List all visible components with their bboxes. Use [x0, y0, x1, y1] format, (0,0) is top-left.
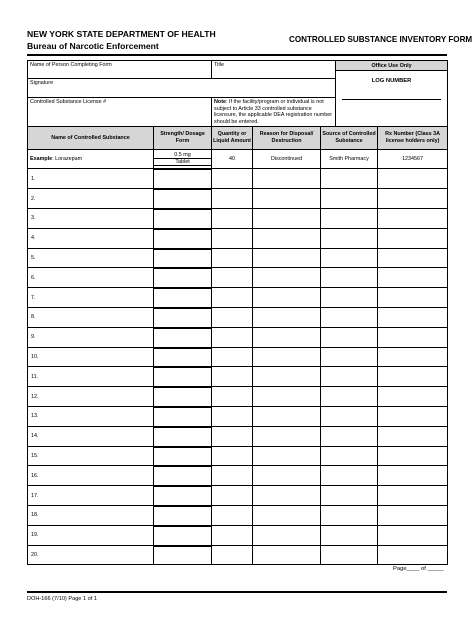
entry-name-cell[interactable] [28, 208, 154, 228]
entry-rx-cell[interactable] [378, 248, 448, 268]
entry-rx-cell[interactable] [378, 347, 448, 367]
entry-strength-cell[interactable] [154, 248, 212, 268]
entry-row [28, 367, 448, 387]
entry-row [28, 327, 448, 347]
note-bold: Note [214, 99, 227, 105]
entry-rx-cell[interactable] [378, 505, 448, 525]
entry-name-cell[interactable] [28, 189, 154, 209]
entry-name-cell[interactable] [28, 228, 154, 248]
entry-reason-cell[interactable] [253, 169, 321, 189]
entry-rx-cell[interactable] [378, 426, 448, 446]
entry-strength-cell[interactable] [154, 525, 212, 545]
entry-row [28, 446, 448, 466]
entry-quantity-cell[interactable] [212, 486, 253, 506]
entry-name-cell[interactable] [28, 525, 154, 545]
entry-name-cell[interactable] [28, 426, 154, 446]
entry-row [28, 406, 448, 426]
entry-quantity-cell[interactable] [212, 387, 253, 407]
entry-rx-cell[interactable] [378, 268, 448, 288]
entry-row [28, 387, 448, 407]
entry-row-number: 19. [31, 532, 39, 539]
entry-source-cell[interactable] [321, 248, 378, 268]
signature-field[interactable] [28, 79, 336, 98]
entry-row [28, 189, 448, 209]
entry-strength-cell[interactable] [154, 446, 212, 466]
log-number-label: LOG NUMBER [371, 78, 412, 84]
example-strength-value: 0.5 mg [154, 152, 211, 159]
entry-strength-cell[interactable] [154, 228, 212, 248]
entry-row [28, 169, 448, 189]
entry-rx-cell[interactable] [378, 406, 448, 426]
entry-strength-cell[interactable] [154, 327, 212, 347]
entry-reason-cell[interactable] [253, 525, 321, 545]
entry-row [28, 208, 448, 228]
entry-row-number: 16. [31, 472, 39, 479]
entry-row [28, 525, 448, 545]
entry-strength-cell[interactable] [154, 486, 212, 506]
entry-quantity-cell[interactable] [212, 525, 253, 545]
entry-reason-cell[interactable] [253, 189, 321, 209]
entry-reason-cell[interactable] [253, 387, 321, 407]
entry-source-cell[interactable] [321, 288, 378, 308]
inventory-table [27, 60, 448, 565]
example-reason: Discontinued [253, 150, 321, 169]
entry-row-number: 1. [31, 175, 36, 182]
name-field[interactable] [28, 61, 212, 79]
entry-strength-cell[interactable] [154, 347, 212, 367]
col-name-of-substance: Name of Controlled Substance [28, 127, 154, 150]
office-use-header: Office Use Only [336, 61, 448, 71]
title-field-label: Title [214, 62, 225, 68]
entry-row [28, 426, 448, 446]
entry-reason-cell[interactable] [253, 406, 321, 426]
entry-name-cell[interactable] [28, 327, 154, 347]
note-text: : If the facility/program or individual is not subject to Article 33 controlled substance licensure, the applicable DEA registration number should be entered. [214, 99, 333, 125]
entry-reason-cell[interactable] [253, 347, 321, 367]
entry-rx-cell[interactable] [378, 327, 448, 347]
entry-rx-cell[interactable] [378, 169, 448, 189]
entry-quantity-cell[interactable] [212, 327, 253, 347]
entry-reason-cell[interactable] [253, 208, 321, 228]
name-field-label: Name of Person Completing Form [30, 62, 112, 68]
entry-source-cell[interactable] [321, 426, 378, 446]
form-title: CONTROLLED SUBSTANCE INVENTORY FORM [289, 35, 473, 44]
entry-name-cell[interactable] [28, 545, 154, 565]
entry-source-cell[interactable] [321, 169, 378, 189]
entry-strength-cell[interactable] [154, 307, 212, 327]
license-note [212, 98, 336, 127]
example-name [28, 150, 154, 169]
col-reason: Reason for Disposal/ Destruction [253, 127, 321, 150]
office-use-box [336, 71, 448, 127]
entry-name-cell[interactable] [28, 505, 154, 525]
entry-source-cell[interactable] [321, 406, 378, 426]
entry-row [28, 307, 448, 327]
entry-reason-cell[interactable] [253, 327, 321, 347]
example-strength [154, 150, 212, 169]
license-field-label: Controlled Substance License # [30, 99, 107, 105]
entry-reason-cell[interactable] [253, 307, 321, 327]
entry-strength-cell[interactable] [154, 268, 212, 288]
license-field[interactable] [28, 98, 212, 127]
entry-quantity-cell[interactable] [212, 189, 253, 209]
entry-rx-cell[interactable] [378, 307, 448, 327]
entry-name-cell[interactable] [28, 406, 154, 426]
entry-name-cell[interactable] [28, 169, 154, 189]
entry-strength-cell[interactable] [154, 426, 212, 446]
entry-source-cell[interactable] [321, 505, 378, 525]
entry-row-number: 11. [31, 373, 39, 380]
entry-row-number: 6. [31, 274, 36, 281]
entry-strength-cell[interactable] [154, 208, 212, 228]
bottom-divider [27, 591, 447, 593]
signature-field-label: Signature [30, 80, 54, 86]
entry-rx-cell[interactable] [378, 446, 448, 466]
entry-quantity-cell[interactable] [212, 248, 253, 268]
entry-name-cell[interactable] [28, 288, 154, 308]
entry-source-cell[interactable] [321, 327, 378, 347]
entry-row-number: 15. [31, 452, 39, 459]
entry-reason-cell[interactable] [253, 288, 321, 308]
entry-row-number: 10. [31, 353, 39, 360]
entry-row [28, 268, 448, 288]
entry-reason-cell[interactable] [253, 248, 321, 268]
entry-quantity-cell[interactable] [212, 228, 253, 248]
entry-strength-cell[interactable] [154, 288, 212, 308]
entry-rx-cell[interactable] [378, 525, 448, 545]
example-source: Smith Pharmacy [321, 150, 378, 169]
title-field[interactable] [212, 61, 336, 79]
entry-source-cell[interactable] [321, 545, 378, 565]
entry-row-number: 5. [31, 254, 36, 261]
entry-strength-cell[interactable] [154, 505, 212, 525]
entry-row [28, 486, 448, 506]
entry-row [28, 288, 448, 308]
entry-row-number: 8. [31, 314, 36, 321]
entry-quantity-cell[interactable] [212, 545, 253, 565]
example-rx: 1234567 [378, 150, 448, 169]
entry-reason-cell[interactable] [253, 505, 321, 525]
entry-quantity-cell[interactable] [212, 347, 253, 367]
entry-row-number: 13. [31, 413, 39, 420]
entry-source-cell[interactable] [321, 189, 378, 209]
example-dosage-form: Tablet [175, 159, 190, 166]
entry-rx-cell[interactable] [378, 189, 448, 209]
entry-reason-cell[interactable] [253, 486, 321, 506]
entry-row-number: 3. [31, 215, 36, 222]
log-number-line[interactable] [342, 99, 441, 100]
entry-row [28, 545, 448, 565]
entry-rx-cell[interactable] [378, 288, 448, 308]
bureau-name: Bureau of Narcotic Enforcement [27, 40, 159, 51]
entry-name-cell[interactable] [28, 307, 154, 327]
agency-name: NEW YORK STATE DEPARTMENT OF HEALTH [27, 29, 216, 39]
entry-row [28, 228, 448, 248]
entry-name-cell[interactable] [28, 268, 154, 288]
entry-quantity-cell[interactable] [212, 268, 253, 288]
entry-name-cell[interactable] [28, 347, 154, 367]
entry-strength-cell[interactable] [154, 466, 212, 486]
entry-rx-cell[interactable] [378, 208, 448, 228]
top-divider [27, 54, 447, 56]
entry-row-number: 14. [31, 433, 39, 440]
entry-rx-cell[interactable] [378, 545, 448, 565]
entry-row-number: 7. [31, 294, 36, 301]
entry-source-cell[interactable] [321, 486, 378, 506]
entry-quantity-cell[interactable] [212, 288, 253, 308]
entry-reason-cell[interactable] [253, 545, 321, 565]
entry-source-cell[interactable] [321, 367, 378, 387]
col-quantity: Quantity or Liquid Amount [212, 127, 253, 150]
entry-reason-cell[interactable] [253, 228, 321, 248]
example-quantity: 40 [212, 150, 253, 169]
entry-quantity-cell[interactable] [212, 505, 253, 525]
entry-source-cell[interactable] [321, 208, 378, 228]
page-of-field[interactable]: Page____ of _____ [393, 566, 444, 572]
entry-source-cell[interactable] [321, 268, 378, 288]
entry-quantity-cell[interactable] [212, 406, 253, 426]
entry-strength-cell[interactable] [154, 169, 212, 189]
entry-row [28, 466, 448, 486]
entry-quantity-cell[interactable] [212, 307, 253, 327]
entry-rx-cell[interactable] [378, 486, 448, 506]
entry-row-number: 12. [31, 393, 39, 400]
entry-rx-cell[interactable] [378, 367, 448, 387]
entry-row-number: 4. [31, 235, 36, 242]
entry-row-number: 17. [31, 492, 39, 499]
entry-rx-cell[interactable] [378, 228, 448, 248]
entry-strength-cell[interactable] [154, 367, 212, 387]
entry-name-cell[interactable] [28, 466, 154, 486]
entry-quantity-cell[interactable] [212, 466, 253, 486]
entry-name-cell[interactable] [28, 367, 154, 387]
entry-row [28, 248, 448, 268]
entry-strength-cell[interactable] [154, 189, 212, 209]
entry-name-cell[interactable] [28, 486, 154, 506]
col-rx-number: Rx Number (Class 3A license holders only) [378, 127, 448, 150]
entry-strength-cell[interactable] [154, 545, 212, 565]
col-source: Source of Controlled Substance [321, 127, 378, 150]
entry-name-cell[interactable] [28, 446, 154, 466]
entry-quantity-cell[interactable] [212, 208, 253, 228]
entry-rx-cell[interactable] [378, 466, 448, 486]
entry-reason-cell[interactable] [253, 268, 321, 288]
entry-strength-cell[interactable] [154, 406, 212, 426]
entry-source-cell[interactable] [321, 387, 378, 407]
example-row [28, 150, 448, 169]
entry-reason-cell[interactable] [253, 466, 321, 486]
entry-quantity-cell[interactable] [212, 426, 253, 446]
entry-quantity-cell[interactable] [212, 169, 253, 189]
col-strength: Strength/ Dosage Form [154, 127, 212, 150]
entry-reason-cell[interactable] [253, 426, 321, 446]
entry-rx-cell[interactable] [378, 387, 448, 407]
entry-name-cell[interactable] [28, 387, 154, 407]
entry-row-number: 20. [31, 551, 39, 558]
entry-reason-cell[interactable] [253, 367, 321, 387]
entry-quantity-cell[interactable] [212, 446, 253, 466]
entry-strength-cell[interactable] [154, 387, 212, 407]
entry-quantity-cell[interactable] [212, 367, 253, 387]
entry-row-number: 18. [31, 512, 39, 519]
entry-source-cell[interactable] [321, 228, 378, 248]
form-footer: DOH-166 (7/10) Page 1 of 1 [27, 596, 97, 602]
entry-name-cell[interactable] [28, 248, 154, 268]
entry-source-cell[interactable] [321, 347, 378, 367]
entry-source-cell[interactable] [321, 446, 378, 466]
entry-row [28, 505, 448, 525]
entry-row-number: 2. [31, 195, 36, 202]
entry-reason-cell[interactable] [253, 446, 321, 466]
agency-header [27, 29, 216, 52]
entry-source-cell[interactable] [321, 525, 378, 545]
entry-source-cell[interactable] [321, 466, 378, 486]
example-label: Example [30, 156, 53, 163]
entry-source-cell[interactable] [321, 307, 378, 327]
entry-row-number: 9. [31, 334, 36, 341]
example-drug: : Lorazepam [52, 156, 83, 163]
entry-row [28, 347, 448, 367]
